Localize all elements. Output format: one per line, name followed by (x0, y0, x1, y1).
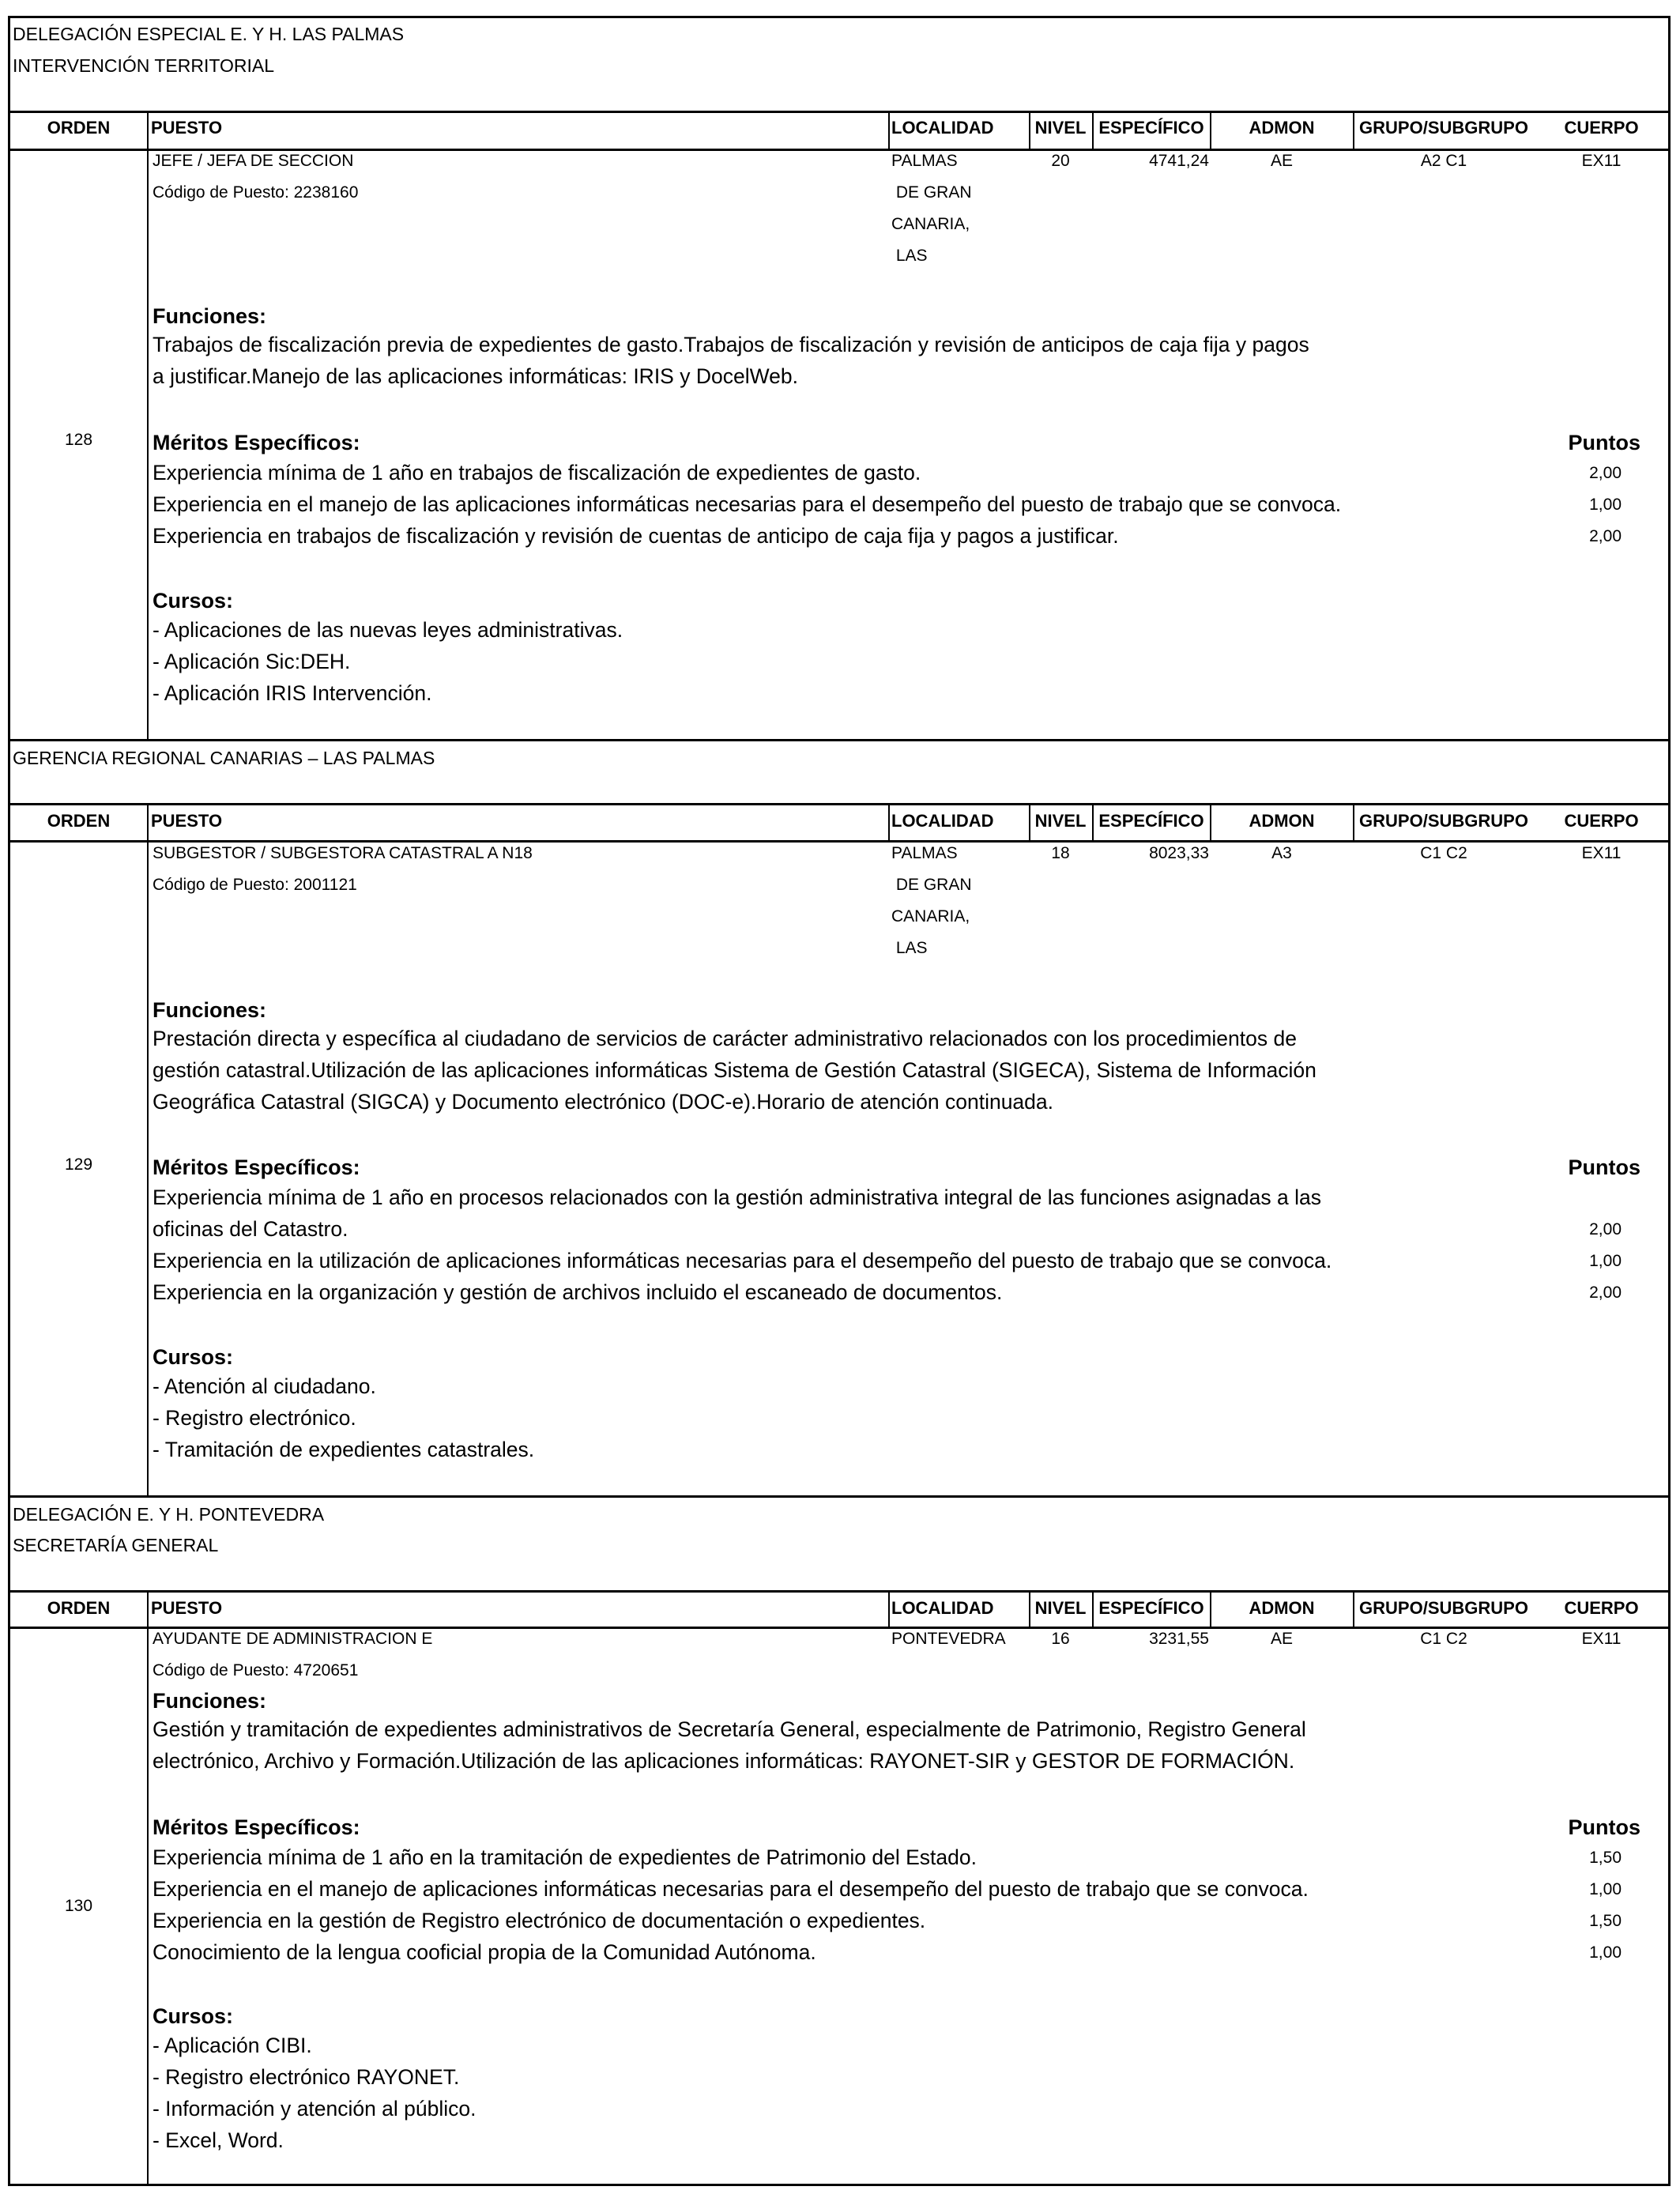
section-header-line: SECRETARÍA GENERAL (13, 1535, 219, 1555)
column-header-admon: ADMON (1249, 811, 1315, 831)
merito-puntos: 1,00 (1589, 1943, 1622, 1962)
column-header-localidad: LOCALIDAD (891, 118, 994, 138)
column-header-localidad: LOCALIDAD (891, 1598, 994, 1618)
curso-item: - Aplicación CIBI. (153, 2034, 312, 2057)
column-header-grupo: GRUPO/SUBGRUPO (1359, 118, 1528, 138)
column-header-orden: ORDEN (47, 118, 111, 138)
puesto-title: SUBGESTOR / SUBGESTORA CATASTRAL A N18 (153, 844, 533, 862)
section-header-line: INTERVENCIÓN TERRITORIAL (13, 55, 275, 76)
funciones-line: Gestión y tramitación de expedientes administrativos de Secretaría General, especialmente de Patrimonio, Registro General (153, 1717, 1306, 1741)
section-header-line: DELEGACIÓN E. Y H. PONTEVEDRA (13, 1504, 325, 1525)
grupo-value: C1 C2 (1420, 1630, 1467, 1648)
codigo-puesto: Código de Puesto: 2238160 (153, 183, 359, 202)
merito-line: Experiencia en la utilización de aplicaciones informáticas necesarias para el desempeño del puesto de trabajo que se convoca. (153, 1249, 1332, 1272)
merito-puntos: 2,00 (1589, 464, 1622, 482)
column-header-nivel: NIVEL (1034, 1598, 1087, 1618)
codigo-puesto: Código de Puesto: 2001121 (153, 876, 357, 894)
localidad-line: CANARIA, (891, 215, 970, 233)
merito-line: Experiencia mínima de 1 año en la tramitación de expedientes de Patrimonio del Estado. (153, 1845, 977, 1869)
grupo-value: A2 C1 (1420, 152, 1467, 170)
column-header-localidad: LOCALIDAD (891, 811, 994, 831)
curso-item: - Aplicaciones de las nuevas leyes administrativas. (153, 618, 623, 642)
document-page (8, 16, 1671, 2186)
localidad-line: CANARIA, (891, 907, 970, 925)
column-divider (147, 803, 149, 840)
meritos-label: Méritos Específicos: (153, 431, 360, 454)
merito-puntos: 2,00 (1589, 527, 1622, 545)
nivel-value: 18 (1051, 844, 1070, 862)
column-divider (147, 111, 149, 149)
admon-value: AE (1270, 1630, 1293, 1648)
column-divider (147, 840, 149, 1496)
cursos-label: Cursos: (153, 1345, 234, 1369)
orden-number: 129 (64, 1155, 93, 1174)
merito-puntos: 1,00 (1589, 1880, 1622, 1898)
column-header-admon: ADMON (1249, 118, 1315, 138)
cursos-label: Cursos: (153, 2004, 234, 2028)
rule-line (10, 803, 1668, 805)
curso-item: - Registro electrónico. (153, 1406, 356, 1430)
rule-line (10, 1627, 1668, 1629)
column-header-nivel: NIVEL (1034, 811, 1087, 831)
funciones-label: Funciones: (153, 998, 267, 1022)
puntos-label: Puntos (1568, 1815, 1640, 1839)
curso-item: - Tramitación de expedientes catastrales. (153, 1438, 535, 1461)
admon-value: AE (1270, 152, 1293, 170)
column-header-orden: ORDEN (47, 811, 111, 831)
orden-number: 128 (64, 431, 93, 449)
localidad-line: PALMAS (891, 152, 958, 170)
merito-line: Conocimiento de la lengua cooficial propia de la Comunidad Autónoma. (153, 1940, 816, 1964)
merito-puntos: 1,50 (1589, 1849, 1622, 1867)
localidad-line: PONTEVEDRA (891, 1630, 1006, 1648)
especifico-value: 8023,33 (1149, 844, 1209, 862)
funciones-line: gestión catastral.Utilización de las aplicaciones informáticas Sistema de Gestión Catastral (SIGECA), Sistema de Información (153, 1058, 1317, 1082)
merito-line: Experiencia mínima de 1 año en trabajos de fiscalización de expedientes de gasto. (153, 461, 921, 484)
curso-item: - Información y atención al público. (153, 2097, 477, 2120)
merito-line: Experiencia en la organización y gestión de archivos incluido el escaneado de documentos. (153, 1280, 1003, 1304)
funciones-line: a justificar.Manejo de las aplicaciones informáticas: IRIS y DocelWeb. (153, 364, 798, 388)
orden-number: 130 (64, 1897, 93, 1915)
rule-line (10, 739, 1668, 741)
rule-line (10, 1495, 1668, 1498)
column-divider (888, 803, 890, 840)
column-header-especifico: ESPECÍFICO (1098, 1598, 1204, 1618)
curso-item: - Registro electrónico RAYONET. (153, 2065, 460, 2089)
column-divider (147, 149, 149, 740)
funciones-line: electrónico, Archivo y Formación.Utilización de las aplicaciones informáticas: RAYONET-SIR y GESTOR DE FORMACIÓN. (153, 1749, 1295, 1773)
funciones-line: Geográfica Catastral (SIGCA) y Documento electrónico (DOC-e).Horario de atención continuada. (153, 1090, 1054, 1114)
column-header-cuerpo: CUERPO (1564, 118, 1639, 138)
puesto-title: JEFE / JEFA DE SECCION (153, 152, 354, 170)
nivel-value: 16 (1051, 1630, 1070, 1648)
merito-puntos: 2,00 (1589, 1220, 1622, 1238)
rule-line (10, 149, 1668, 151)
localidad-line: DE GRAN (891, 876, 972, 894)
column-header-especifico: ESPECÍFICO (1098, 118, 1204, 138)
rule-line (10, 840, 1668, 843)
section-header-line: GERENCIA REGIONAL CANARIAS – LAS PALMAS (13, 748, 435, 768)
especifico-value: 4741,24 (1149, 152, 1209, 170)
column-header-puesto: PUESTO (151, 118, 223, 138)
merito-puntos: 2,00 (1589, 1284, 1622, 1302)
column-header-cuerpo: CUERPO (1564, 811, 1639, 831)
merito-puntos: 1,50 (1589, 1912, 1622, 1930)
rule-line (10, 1590, 1668, 1593)
merito-puntos: 1,00 (1589, 1252, 1622, 1270)
cuerpo-value: EX11 (1581, 1630, 1622, 1648)
curso-item: - Aplicación Sic:DEH. (153, 650, 351, 673)
column-header-especifico: ESPECÍFICO (1098, 811, 1204, 831)
rule-line (10, 111, 1668, 113)
column-divider (147, 1627, 149, 2186)
column-header-grupo: GRUPO/SUBGRUPO (1359, 1598, 1528, 1618)
column-header-grupo: GRUPO/SUBGRUPO (1359, 811, 1528, 831)
merito-line: Experiencia mínima de 1 año en procesos relacionados con la gestión administrativa integral de las funciones asignadas a las (153, 1186, 1321, 1209)
merito-puntos: 1,00 (1589, 496, 1622, 514)
codigo-puesto: Código de Puesto: 4720651 (153, 1661, 359, 1679)
nivel-value: 20 (1051, 152, 1070, 170)
column-divider (888, 111, 890, 149)
column-header-nivel: NIVEL (1034, 118, 1087, 138)
merito-line: Experiencia en el manejo de aplicaciones informáticas necesarias para el desempeño del puesto de trabajo que se convoca. (153, 1877, 1309, 1901)
column-header-puesto: PUESTO (151, 1598, 223, 1618)
funciones-label: Funciones: (153, 1689, 267, 1713)
cuerpo-value: EX11 (1581, 152, 1622, 170)
funciones-line: Trabajos de fiscalización previa de expedientes de gasto.Trabajos de fiscalización y revisión de anticipos de caja fija y pagos (153, 333, 1309, 356)
curso-item: - Atención al ciudadano. (153, 1374, 376, 1398)
localidad-line: DE GRAN (891, 183, 972, 202)
localidad-line: LAS (891, 247, 928, 265)
column-header-puesto: PUESTO (151, 811, 223, 831)
merito-line: oficinas del Catastro. (153, 1217, 348, 1241)
merito-line: Experiencia en la gestión de Registro electrónico de documentación o expedientes. (153, 1909, 926, 1932)
column-header-cuerpo: CUERPO (1564, 1598, 1639, 1618)
funciones-label: Funciones: (153, 304, 267, 328)
column-header-admon: ADMON (1249, 1598, 1315, 1618)
puesto-title: AYUDANTE DE ADMINISTRACION E (153, 1630, 433, 1648)
especifico-value: 3231,55 (1149, 1630, 1209, 1648)
meritos-label: Méritos Específicos: (153, 1815, 360, 1839)
curso-item: - Excel, Word. (153, 2128, 284, 2152)
meritos-label: Méritos Específicos: (153, 1155, 360, 1179)
localidad-line: PALMAS (891, 844, 958, 862)
cuerpo-value: EX11 (1581, 844, 1622, 862)
grupo-value: C1 C2 (1420, 844, 1467, 862)
merito-line: Experiencia en el manejo de las aplicaciones informáticas necesarias para el desempeño del puesto de trabajo que se convoca. (153, 492, 1342, 516)
column-header-orden: ORDEN (47, 1598, 111, 1618)
cursos-label: Cursos: (153, 589, 234, 613)
column-divider (147, 1590, 149, 1627)
column-divider (888, 1590, 890, 1627)
puntos-label: Puntos (1568, 1155, 1640, 1179)
funciones-line: Prestación directa y específica al ciudadano de servicios de carácter administrativo relacionados con los procedimientos de (153, 1027, 1297, 1050)
merito-line: Experiencia en trabajos de fiscalización y revisión de cuentas de anticipo de caja fija y pagos a justificar. (153, 524, 1119, 548)
section-header-line: DELEGACIÓN ESPECIAL E. Y H. LAS PALMAS (13, 24, 405, 44)
localidad-line: LAS (891, 939, 928, 957)
puntos-label: Puntos (1568, 431, 1640, 454)
curso-item: - Aplicación IRIS Intervención. (153, 681, 432, 705)
admon-value: A3 (1271, 844, 1292, 862)
